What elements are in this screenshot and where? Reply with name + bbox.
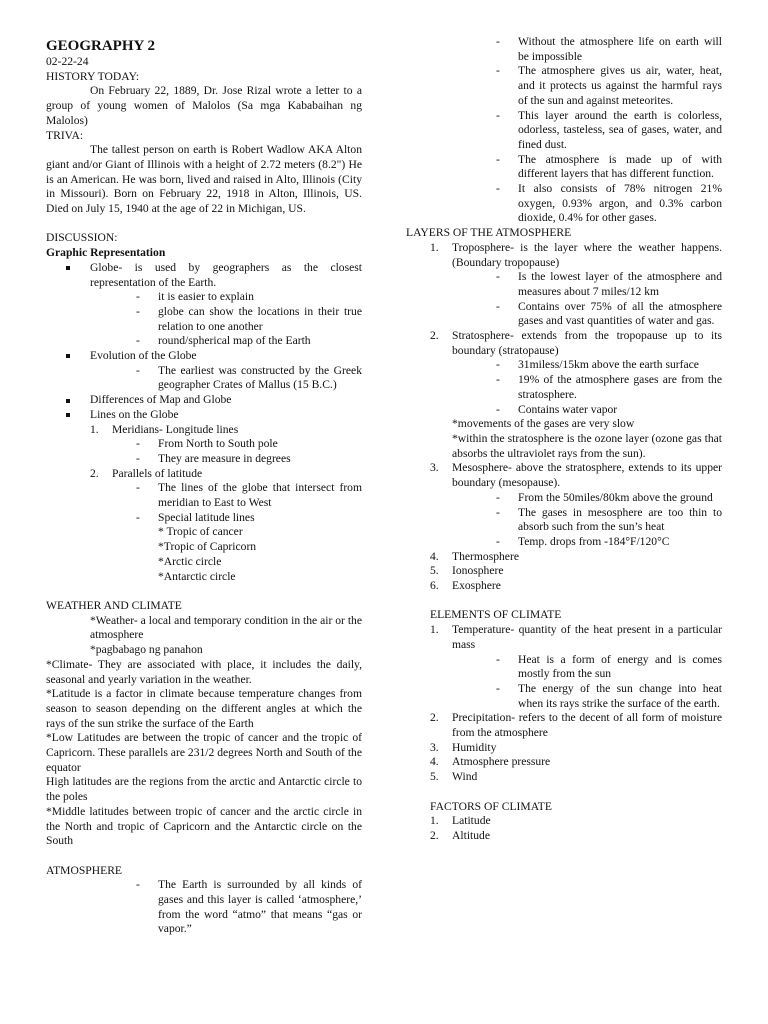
bullet-icon: [66, 354, 70, 358]
list-item: - The atmosphere gives us air, water, heat, and it protects us against the harmful rays of the sun and against meteorites.: [496, 64, 722, 107]
list-item: [46, 393, 362, 408]
weather-tl: *pagbabago ng panahon: [90, 643, 203, 657]
list-item: - 19% of the atmosphere gases are from the stratosphere.: [496, 373, 722, 401]
climate-para: High latitudes are the regions from the arctic and Antarctic circle to the poles: [46, 775, 362, 804]
weather-heading: WEATHER AND CLIMATE: [46, 598, 182, 612]
list-item: 2. Parallels of latitude: [90, 466, 203, 480]
atmosphere-heading: ATMOSPHERE: [46, 863, 123, 877]
list-item: *Arctic circle: [158, 554, 222, 568]
list-item: [46, 349, 362, 364]
list-item: - The energy of the sun change into heat when its rays strike the surface of the earth.: [496, 681, 722, 710]
date: 02-22-24: [46, 55, 89, 68]
list-item: 2. Precipitation- refers to the decent of all form of moisture from the atmosphere: [430, 711, 722, 740]
strato-note: *movements of the gases are very slow: [452, 417, 635, 431]
list-item: 4. Thermosphere: [430, 549, 519, 563]
bullet-icon: [66, 399, 70, 403]
list-item: 4. Atmosphere pressure: [430, 755, 551, 769]
list-item: - The Earth is surrounded by all kinds of gases and this layer is called ‘atmosphere,’ from the word “atmo” that means “gas or vapor.”: [136, 878, 362, 936]
list-item: - it is easier to explain: [136, 290, 254, 304]
list-item: - globe can show the locations in their true relation to one another: [136, 304, 362, 333]
discussion-label: DISCUSSION:: [46, 231, 118, 245]
list-item: 6. Exosphere: [430, 579, 501, 593]
factors-heading: FACTORS OF CLIMATE: [430, 799, 552, 813]
layers-heading: LAYERS OF THE ATMOSPHERE: [406, 226, 572, 240]
weather-def: *Weather- a local and temporary condition in the air or the atmosphere: [90, 613, 362, 642]
list-item: - The earliest was constructed by the Greek geographer Crates of Mallus (15 B.C.): [136, 363, 362, 392]
globe-item: Globe- is used by geographers as the closest representation of the Earth.: [90, 260, 362, 289]
list-item: [46, 261, 362, 290]
list-item: 1. Latitude: [430, 814, 491, 828]
list-item: [46, 408, 362, 423]
history-label: HISTORY TODAY:: [46, 69, 140, 83]
list-item: 1. Troposphere- is the layer where the weather happens. (Boundary tropopause): [430, 240, 722, 269]
list-item: - Is the lowest layer of the atmosphere and measures about 7 miles/12 km: [496, 270, 722, 298]
list-item: 3. Humidity: [430, 740, 497, 754]
climate-para: *Climate- They are associated with place, it includes the daily, seasonal and yearly variation in the weather.: [46, 657, 362, 686]
history-text: On February 22, 1889, Dr. Jose Rizal wrote a letter to a group of young women of Malolos (Sa mga Kababaihan ng Malolos): [46, 84, 362, 127]
right-column: [406, 35, 722, 844]
bullet-icon: [66, 266, 70, 270]
list-item: - Contains water vapor: [496, 402, 618, 416]
list-item: *Tropic of Capricorn: [158, 540, 257, 554]
list-item: - Without the atmosphere life on earth will be impossible: [496, 35, 722, 63]
list-item: 5. Ionosphere: [430, 564, 504, 578]
list-item: - Temp. drops from -184°F/120°C: [496, 534, 670, 548]
list-item: - From the 50miles/80km above the ground: [496, 490, 713, 504]
list-item: - round/spherical map of the Earth: [136, 334, 311, 348]
list-item: 3. Mesosphere- above the stratosphere, extends to its upper boundary (mesopause).: [430, 461, 722, 490]
page-title: GEOGRAPHY 2: [46, 38, 156, 54]
list-item: - The atmosphere is made up of with different layers that has different function.: [496, 152, 722, 181]
list-item: - It also consists of 78% nitrogen 21% oxygen, 0.93% argon, and 0.3% carbon dioxide, 0.4% for other gases.: [496, 182, 722, 225]
list-item: - From North to South pole: [136, 437, 278, 451]
list-item: 5. Wind: [430, 770, 478, 784]
list-item: - The gases in mesosphere are too thin to absorb such from the sun’s heat: [496, 505, 722, 534]
list-item: - They are measure in degrees: [136, 451, 291, 465]
strato-note: *within the stratosphere is the ozone layer (ozone gas that absorbs the ultraviolet rays from the sun).: [452, 431, 722, 460]
graphic-heading: Graphic Representation: [46, 246, 166, 260]
elements-heading: ELEMENTS OF CLIMATE: [430, 608, 562, 622]
list-item: 2. Altitude: [430, 828, 490, 842]
list-item: - 31miless/15km above the earth surface: [496, 358, 699, 372]
bullet-icon: [66, 413, 70, 417]
list-item: * Tropic of cancer: [158, 525, 243, 539]
lines-item: Lines on the Globe: [90, 407, 179, 421]
trivia-text: The tallest person on earth is Robert Wadlow AKA Alton giant and/or Giant of Illinois with a height of 2.72 meters (8.2") He is an American. He was born, lived and raised in Alto, Illinois (City in Missouri). Born on February 22, 1918 in Alton, Illinois, US. Died on July 15, 1940 at the age of 22 in Michigan, US.: [46, 143, 362, 216]
climate-para: *Middle latitudes between tropic of cancer and the arctic circle in the North and tropic of Capricorn and the Antarctic circle on the South: [46, 804, 362, 848]
climate-para: *Latitude is a factor in climate because temperature changes from season to season depending on the different angles at which the rays of the sun strike the surface of the Earth: [46, 687, 362, 730]
evolution-item: Evolution of the Globe: [90, 349, 197, 363]
list-item: 2. Stratosphere- extends from the tropopause up to its boundary (stratopause): [430, 329, 722, 357]
list-item: 1. Meridians- Longitude lines: [90, 422, 239, 436]
list-item: - The lines of the globe that intersect from meridian to East to West: [136, 481, 362, 510]
list-item: - Contains over 75% of all the atmosphere gases and vast quantities of water and gas.: [496, 299, 722, 328]
differences-item: Differences of Map and Globe: [90, 393, 232, 407]
list-item: 1. Temperature- quantity of the heat present in a particular mass: [430, 623, 722, 651]
list-item: - This layer around the earth is colorless, odorless, tasteless, sea of gases, water, and fined dust.: [496, 108, 722, 151]
left-column: [46, 37, 362, 937]
climate-para: *Low Latitudes are between the tropic of cancer and the tropic of Capricorn. These parallels are 231/2 degrees North and South of the equator: [46, 731, 362, 774]
list-item: - Heat is a form of energy and is comes mostly from the sun: [496, 652, 722, 681]
trivia-label: TRIVA:: [46, 128, 84, 142]
list-item: - Special latitude lines: [136, 510, 255, 524]
list-item: *Antarctic circle: [158, 569, 236, 583]
